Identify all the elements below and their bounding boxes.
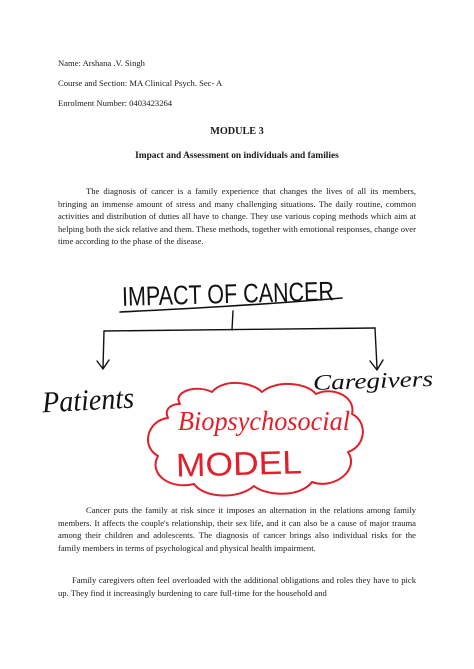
student-name: Name: Arshana .V. Singh	[58, 58, 145, 68]
paragraph-family-risk: Cancer puts the family at risk since it imposes an alternation in the relations among family members. It affects the couple's relationship, their sex life, and it can also be a cause of major trauma among their children and adolescents. The diagnosis of cancer brings also individual risks for the family members in terms of psychological and physical health impairment.	[58, 505, 416, 553]
module-title: MODULE 3	[210, 126, 264, 137]
enrolment-number: Enrolment Number: 0403423264	[58, 98, 173, 108]
paragraph-intro: The diagnosis of cancer is a family experience that changes the lives of all its members, bringing an immense amount of stress and many challenging situations. The daily routine, common activities and distribution of duties all have to change. They use various coping methods which aim at helping both the sick relative and them. These methods, together with emotional responses, change over time according to the phase of the disease.	[58, 186, 416, 247]
paragraph-caregivers: Family caregivers often feel overloaded with the additional obligations and roles they have to pick up. They find it increasingly burdening to care full-time for the household and	[58, 575, 416, 598]
diagram-branch-patients: Patients	[41, 381, 142, 420]
diagram-arrow-right	[370, 328, 383, 370]
diagram-arrow-left	[97, 331, 109, 369]
diagram-root-label: IMPACT OF CANCER	[121, 274, 389, 312]
course-section: Course and Section: MA Clinical Psych. Sec- A	[58, 78, 223, 88]
diagram-connector-root	[232, 311, 233, 330]
diagram-branch-caregivers: Caregivers	[312, 366, 411, 396]
model-label-line2: MODEL	[175, 443, 294, 484]
module-subtitle: Impact and Assessment on individuals and families	[135, 151, 339, 161]
diagram-branch-line	[104, 328, 375, 331]
model-label-line1: Biopsychosocial	[178, 406, 350, 436]
